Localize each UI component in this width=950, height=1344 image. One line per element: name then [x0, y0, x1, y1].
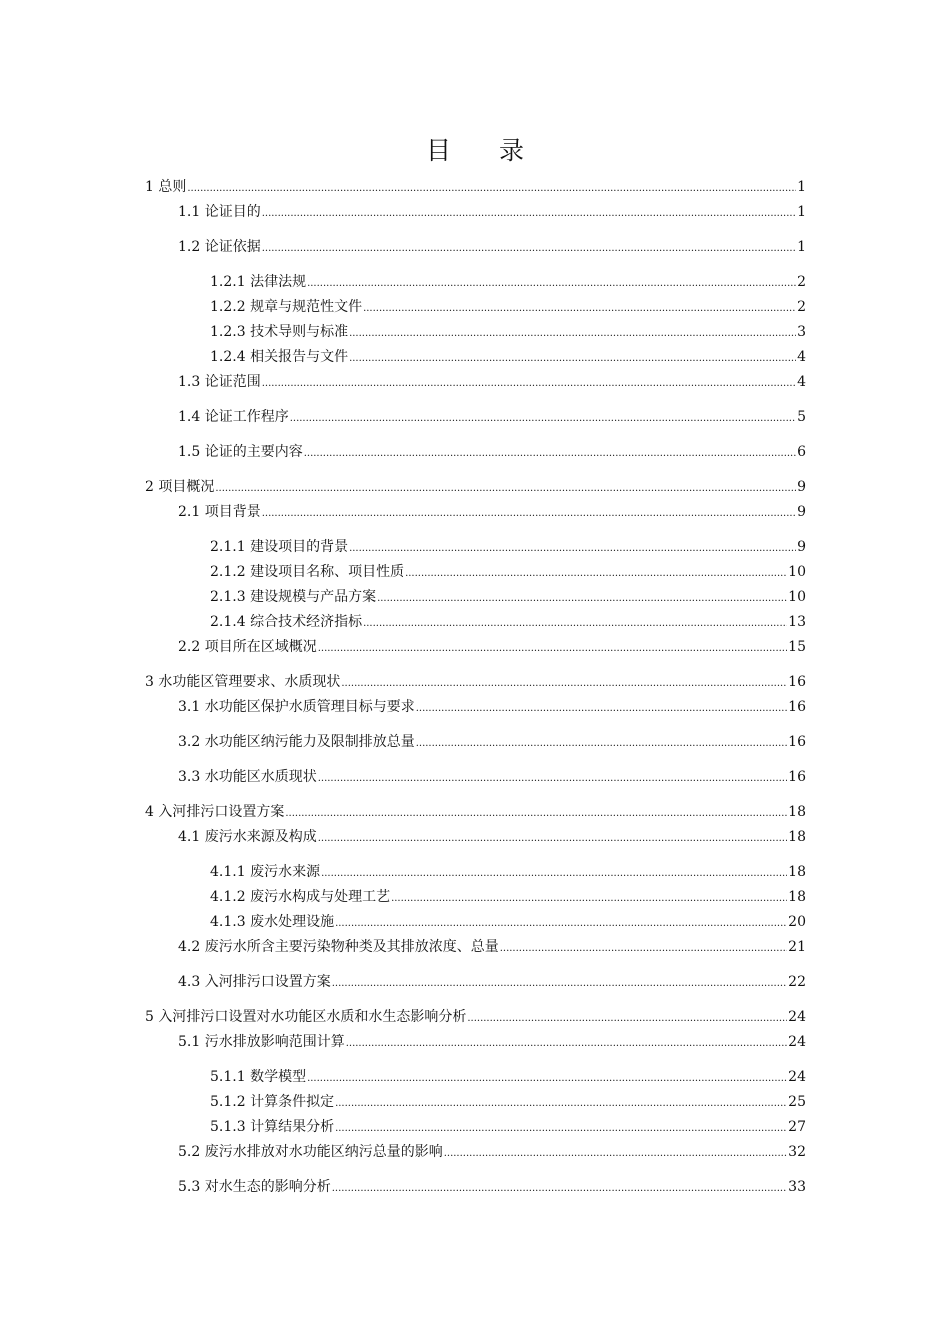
toc-leader-dots: [416, 699, 787, 719]
toc-entry-page: 5: [797, 409, 806, 425]
toc-entry-page: 25: [788, 1094, 806, 1110]
toc-entry-page: 27: [788, 1119, 806, 1135]
toc-leader-dots: [391, 889, 787, 909]
toc-entry[interactable]: [178, 237, 806, 259]
toc-entry-label: 1 总则: [145, 179, 187, 195]
toc-entry-label: 2.2 项目所在区域概况: [178, 639, 317, 655]
toc-entry-label: 1.2 论证依据: [178, 239, 261, 255]
toc-entry-label: 1.1 论证目的: [178, 204, 261, 220]
toc-entry-label: 2.1.2 建设项目名称、项目性质: [210, 564, 405, 580]
toc-entry-label: 5.3 对水生态的影响分析: [178, 1179, 331, 1195]
toc-entry-label: 4.1 废污水来源及构成: [178, 829, 317, 845]
toc-leader-dots: [500, 939, 787, 959]
toc-entry[interactable]: [210, 862, 806, 884]
toc-entry[interactable]: [178, 1142, 806, 1164]
toc-entry-page: 9: [797, 504, 806, 520]
toc-entry[interactable]: [210, 1067, 806, 1089]
toc-leader-dots: [187, 179, 796, 199]
title-char-2: 录: [499, 136, 525, 165]
toc-entry-page: 3: [797, 324, 806, 340]
toc-entry-label: 5.1.2 计算条件拟定: [210, 1094, 335, 1110]
toc-leader-dots: [341, 674, 787, 694]
toc-leader-dots: [335, 1094, 787, 1114]
toc-entry-label: 1.2.4 相关报告与文件: [210, 349, 349, 365]
toc-entry[interactable]: [178, 202, 806, 224]
toc-entry[interactable]: [210, 272, 806, 294]
toc-entry[interactable]: [145, 802, 806, 824]
toc-entry-label: 4.3 入河排污口设置方案: [178, 974, 331, 990]
toc-entry[interactable]: [178, 637, 806, 659]
toc-leader-dots: [416, 734, 787, 754]
toc-leader-dots: [304, 444, 796, 464]
toc-entry[interactable]: [178, 767, 806, 789]
toc-entry-label: 3 水功能区管理要求、水质现状: [145, 674, 341, 690]
toc-entry-page: 10: [788, 564, 806, 580]
toc-entry-label: 4.1.2 废污水构成与处理工艺: [210, 889, 391, 905]
toc-entry[interactable]: [178, 732, 806, 754]
toc-leader-dots: [318, 829, 787, 849]
toc-entry-page: 4: [797, 349, 806, 365]
toc-entry[interactable]: [145, 1007, 806, 1029]
toc-entry-label: 1.2.2 规章与规范性文件: [210, 299, 363, 315]
toc-entry-page: 10: [788, 589, 806, 605]
toc-entry-page: 22: [788, 974, 806, 990]
toc-entry-page: 2: [797, 299, 806, 315]
toc-entry-page: 21: [788, 939, 806, 955]
toc-entry[interactable]: [178, 937, 806, 959]
toc-entry-label: 1.4 论证工作程序: [178, 409, 289, 425]
toc-entry[interactable]: [210, 587, 806, 609]
toc-entry-page: 2: [797, 274, 806, 290]
toc-entry-label: 1.2.1 法律法规: [210, 274, 307, 290]
toc-entry-label: 1.2.3 技术导则与标准: [210, 324, 349, 340]
toc-leader-dots: [215, 479, 796, 499]
toc-entry[interactable]: [178, 372, 806, 394]
toc-entry-page: 1: [797, 179, 806, 195]
toc-entry-page: 1: [797, 239, 806, 255]
toc-entry[interactable]: [210, 347, 806, 369]
toc-entry[interactable]: [210, 322, 806, 344]
toc-entry-label: 2 项目概况: [145, 479, 215, 495]
toc-leader-dots: [321, 864, 787, 884]
toc-leader-dots: [349, 324, 796, 344]
toc-entry-page: 6: [797, 444, 806, 460]
toc-entry[interactable]: [210, 912, 806, 934]
toc-entry[interactable]: [178, 407, 806, 429]
toc-entry-page: 16: [788, 674, 806, 690]
toc-leader-dots: [307, 1069, 787, 1089]
toc-leader-dots: [262, 239, 796, 259]
toc-leader-dots: [377, 589, 787, 609]
toc-leader-dots: [405, 564, 787, 584]
toc-entry-label: 1.5 论证的主要内容: [178, 444, 303, 460]
toc-entry-label: 3.1 水功能区保护水质管理目标与要求: [178, 699, 415, 715]
toc-leader-dots: [262, 504, 796, 524]
toc-entry[interactable]: [210, 1092, 806, 1114]
title-char-1: 目: [425, 136, 451, 165]
toc-entry-page: 33: [788, 1179, 806, 1195]
toc-entry-page: 24: [788, 1069, 806, 1085]
toc-entry[interactable]: [145, 672, 806, 694]
toc-entry-label: 4 入河排污口设置方案: [145, 804, 285, 820]
toc-entry-label: 2.1.3 建设规模与产品方案: [210, 589, 377, 605]
toc-entry[interactable]: [145, 177, 806, 199]
toc-entry-label: 5.1.3 计算结果分析: [210, 1119, 335, 1135]
toc-entry-page: 9: [797, 539, 806, 555]
toc-leader-dots: [290, 409, 796, 429]
toc-entry-label: 4.2 废污水所含主要污染物种类及其排放浓度、总量: [178, 939, 499, 955]
toc-entry[interactable]: [178, 1177, 806, 1199]
toc-entry-label: 2.1 项目背景: [178, 504, 261, 520]
toc-entry[interactable]: [210, 537, 806, 559]
toc-entry[interactable]: [210, 562, 806, 584]
toc-entry[interactable]: [210, 887, 806, 909]
toc-entry-page: 1: [797, 204, 806, 220]
toc-entry-label: 4.1.3 废水处理设施: [210, 914, 335, 930]
toc-entry-label: 5 入河排污口设置对水功能区水质和水生态影响分析: [145, 1009, 467, 1025]
toc-leader-dots: [444, 1144, 787, 1164]
toc-entry[interactable]: [178, 697, 806, 719]
toc-entry-page: 32: [788, 1144, 806, 1160]
toc-entry-page: 20: [788, 914, 806, 930]
toc-entry-page: 24: [788, 1034, 806, 1050]
toc-entry-label: 4.1.1 废污水来源: [210, 864, 321, 880]
toc-entry-label: 1.3 论证范围: [178, 374, 261, 390]
toc-entry-page: 18: [788, 804, 806, 820]
toc-entry-page: 15: [788, 639, 806, 655]
toc-entry-label: 5.1.1 数学模型: [210, 1069, 307, 1085]
toc-entry[interactable]: [178, 442, 806, 464]
toc-leader-dots: [332, 1179, 787, 1199]
toc-entry-label: 5.1 污水排放影响范围计算: [178, 1034, 345, 1050]
toc-entry-label: 5.2 废污水排放对水功能区纳污总量的影响: [178, 1144, 443, 1160]
toc-entry-page: 4: [797, 374, 806, 390]
toc-entry-page: 16: [788, 769, 806, 785]
toc-entry-page: 9: [797, 479, 806, 495]
toc-entry[interactable]: [178, 972, 806, 994]
toc-entry-label: 2.1.1 建设项目的背景: [210, 539, 349, 555]
toc-leader-dots: [285, 804, 787, 824]
toc-leader-dots: [262, 204, 796, 224]
toc-leader-dots: [349, 349, 796, 369]
toc-leader-dots: [307, 274, 796, 294]
toc-entry-label: 3.3 水功能区水质现状: [178, 769, 317, 785]
toc-entry[interactable]: [178, 827, 806, 849]
toc-entry-page: 18: [788, 829, 806, 845]
toc-leader-dots: [335, 914, 787, 934]
toc-entry[interactable]: [210, 297, 806, 319]
toc-entry-page: 16: [788, 734, 806, 750]
toc-leader-dots: [467, 1009, 787, 1029]
toc-entry-page: 13: [788, 614, 806, 630]
toc-leader-dots: [363, 299, 796, 319]
toc-leader-dots: [332, 974, 787, 994]
toc-entry[interactable]: [178, 1032, 806, 1054]
toc-leader-dots: [262, 374, 796, 394]
toc-entry-page: 18: [788, 889, 806, 905]
toc-entry-page: 24: [788, 1009, 806, 1025]
toc-entry-page: 18: [788, 864, 806, 880]
toc-leader-dots: [335, 1119, 787, 1139]
toc-entry[interactable]: [210, 1117, 806, 1139]
toc-entry[interactable]: [210, 612, 806, 634]
toc-entry[interactable]: [178, 502, 806, 524]
toc-leader-dots: [349, 539, 796, 559]
toc-leader-dots: [318, 769, 787, 789]
toc-leader-dots: [363, 614, 787, 634]
toc-entry-label: 2.1.4 综合技术经济指标: [210, 614, 363, 630]
toc-leader-dots: [346, 1034, 787, 1054]
toc-entry[interactable]: [145, 477, 806, 499]
toc-entry-page: 16: [788, 699, 806, 715]
toc-entry-label: 3.2 水功能区纳污能力及限制排放总量: [178, 734, 415, 750]
toc-leader-dots: [318, 639, 787, 659]
